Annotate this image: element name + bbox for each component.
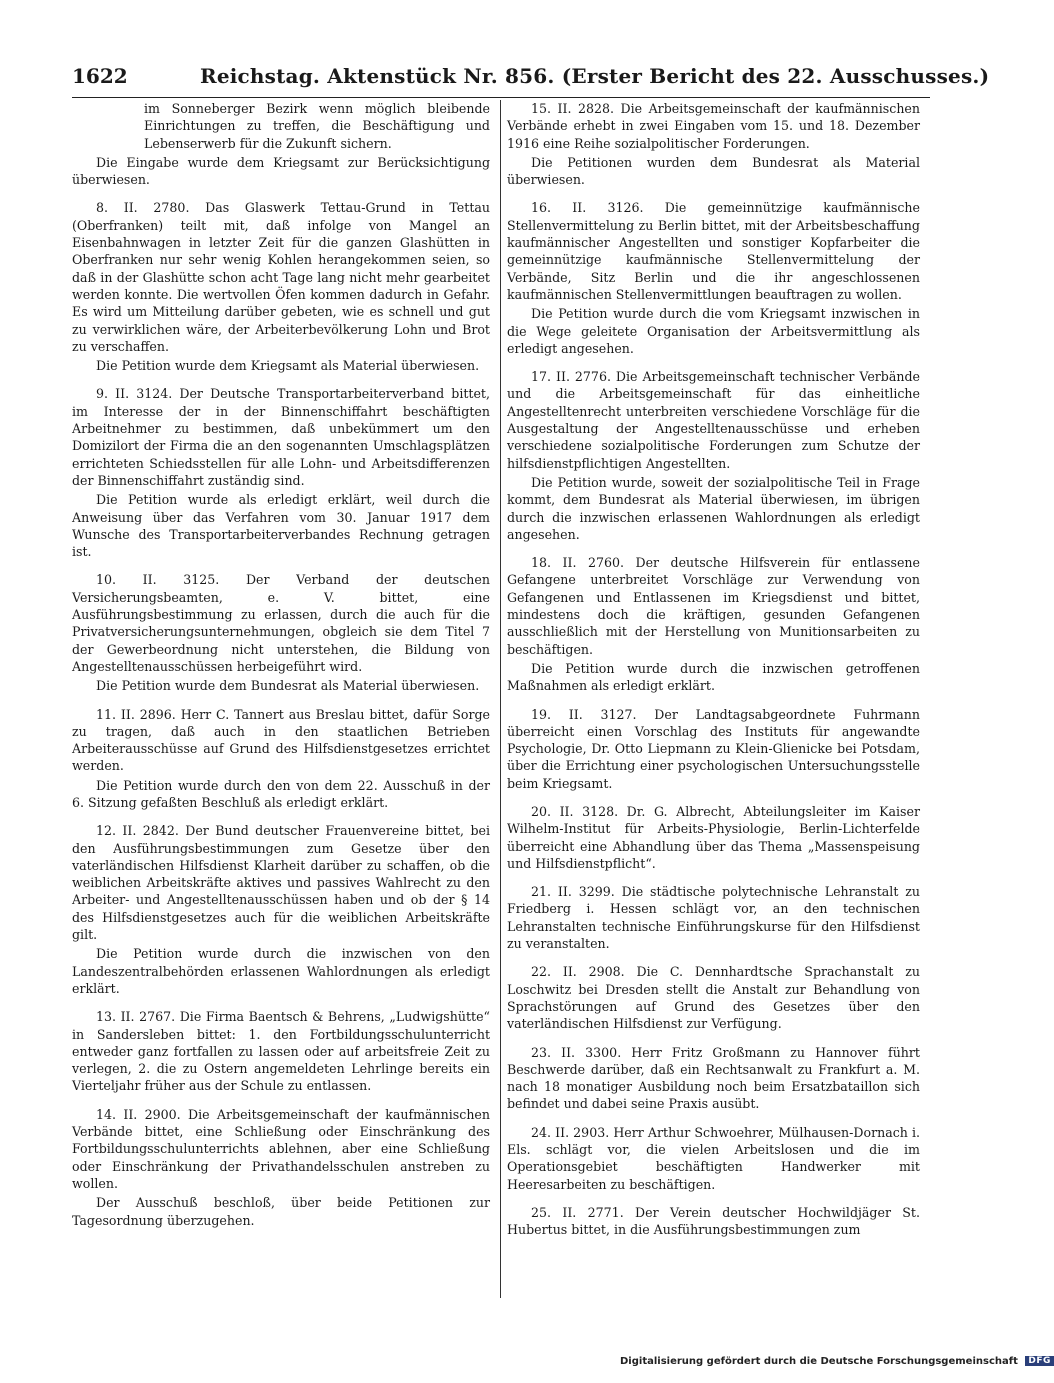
petition-entry: 15. II. 2828. Die Arbeitsgemeinschaft der kaufmännischen Verbände erhebt in zwei Eingaben vom 15. und 18. Dezember 1916 eine Reihe sozialpolitischer Forderungen. xyxy=(507,101,920,151)
left-column xyxy=(72,100,490,1231)
petition-entry: 14. II. 2900. Die Arbeitsgemeinschaft der kaufmännischen Verbände bittet, eine Schließung oder Einschränkung des Fortbildungsschulunterrichts ablehnen, aber eine Schließung oder Einschränkung der Privathandelsschulen anstreben zu wollen. xyxy=(72,1106,490,1191)
petition-entry: 17. II. 2776. Die Arbeitsgemeinschaft technischer Verbände und die Arbeitsgemeinschaft für das einheitliche Angestelltenrecht unterbreiten verschiedene Vorschläge für die Ausgestaltung der Angestelltenausschüsse und erheben verschiedene sozialpolitische Forderungen zum Schutze der hilfsdienstpflichtigen Angestellten. xyxy=(507,369,920,471)
petition-entry: 18. II. 2760. Der deutsche Hilfsverein für entlassene Gefangene unterbreitet Vorschläge zur Verwendung von Gefangenen und Entlassenen im Kriegsdienst und bittet, mindestens doch die kräftigen, gesunden Gefangenen ausschließlich mit der Herstellung von Munitionsarbeiten zu beschäftigen. xyxy=(507,555,920,657)
petition-entry: 8. II. 2780. Das Glaswerk Tettau-Grund in Tettau (Oberfranken) teilt mit, daß infolge von Mangel an Eisenbahnwagen in letzter Zeit für die ganzen Glashütten in Oberfranken nur sehr wenig Kohlen herangekommen seien, so daß in der Glashütte schon acht Tage lang nicht mehr gearbeitet werden konnte. Die wertvollen Öfen kommen dadurch in Gefahr. Es wird um Mitteilung darüber gebeten, wie es schnell und gut zu verwirklichen wäre, der Arbeiterbevölkerung Lohn und Brot zu verschaffen. xyxy=(72,200,490,354)
paragraph: Die Petition wurde als erledigt erklärt, weil durch die Anweisung über das Verfahren vom 30. Januar 1917 dem Wunsche des Transportarbeiterverbandes Rechnung getragen ist. xyxy=(72,492,490,560)
petition-entry: 13. II. 2767. Die Firma Baentsch & Behrens, „Ludwigshütte“ in Sandersleben bittet: 1. den Fortbildungsschulunterricht entweder ganz fortfallen zu lassen oder auf arbeitsfreie Zeit zu verlegen, 2. die zu Ostern angemeldeten Lehrlinge bereits ein Vierteljahr früher aus der Schule zu entlassen. xyxy=(72,1009,490,1094)
paragraph: Die Petition wurde durch die inzwischen von den Landeszentralbehörden erlassenen Wahlordnungen als erledigt erklärt. xyxy=(72,946,490,996)
petition-entry: 19. II. 3127. Der Landtagsabgeordnete Fuhrmann überreicht einen Vorschlag des Instituts für angewandte Psychologie, Dr. Otto Liepmann zu Klein-Glienicke bei Potsdam, über die Errichtung einer psychologischen Untersuchungsstelle beim Kriegsamt. xyxy=(507,706,920,791)
header-rule xyxy=(72,97,930,98)
paragraph: Die Petition wurde durch die vom Kriegsamt inzwischen in die Wege geleitete Organisation der Arbeitsvermittlung als erledigt angesehen. xyxy=(507,306,920,356)
petition-entry: 22. II. 2908. Die C. Dennhardtsche Sprachanstalt zu Loschwitz bei Dresden stellt die Anstalt zur Behandlung von Sprachstörungen auf Grund des Gesetzes über den vaterländischen Hilfsdienst zur Verfügung. xyxy=(507,964,920,1032)
petition-entry: 21. II. 3299. Die städtische polytechnische Lehranstalt zu Friedberg i. Hessen schlägt vor, an den technischen Lehranstalten technische Einführungskurse für den Hilfsdienst zu veranstalten. xyxy=(507,884,920,952)
right-column xyxy=(507,100,920,1241)
petition-entry: 12. II. 2842. Der Bund deutscher Frauenvereine bittet, bei den Ausführungsbestimmungen zum Gesetze über den vaterländischen Hilfsdienst Klarheit darüber zu schaffen, ob die weiblichen Arbeitskräfte aktives und passives Wahlrecht zu den Arbeiter- und Angestelltenausschüssen haben und ob der § 14 des Hilfsdienstgesetzes auch für die weiblichen Arbeitskräfte gilt. xyxy=(72,823,490,943)
paragraph: Der Ausschuß beschloß, über beide Petitionen zur Tagesordnung überzugehen. xyxy=(72,1195,490,1228)
petition-entry: 9. II. 3124. Der Deutsche Transportarbeiterverband bittet, im Interesse der in der Binnenschiffahrt beschäftigten Arbeitnehmer zu bestimmen, daß unbekümmert um den Domizilort der Firma die an den sogenannten Umschlagsplätzen errichteten Schiedsstellen für alle Lohn- und Arbeitsdifferenzen der Binnenschiffahrt zuständig sind. xyxy=(72,386,490,488)
paragraph: Die Petition wurde durch die inzwischen getroffenen Maßnahmen als erledigt erklärt. xyxy=(507,660,920,694)
petition-entry: 20. II. 3128. Dr. G. Albrecht, Abteilungsleiter im Kaiser Wilhelm-Institut für Arbeits-Physiologie, Berlin-Lichterfelde überreicht eine Abhandlung über das Thema „Massenspeisung und Hilfsdienstpflicht“. xyxy=(507,803,920,871)
paragraph: Die Petition wurde, soweit der sozialpolitische Teil in Frage kommt, dem Bundesrat als Material überwiesen, im übrigen durch die inzwischen erlassenen Wahlordnungen als erledigt angesehen. xyxy=(507,474,920,542)
page-header xyxy=(72,58,990,96)
petition-entry: 25. II. 2771. Der Verein deutscher Hochwildjäger St. Hubertus bittet, in die Ausführungsbestimmungen zum xyxy=(507,1204,920,1238)
petition-entry: 23. II. 3300. Herr Fritz Großmann zu Hannover führt Beschwerde darüber, daß ein Rechtsanwalt zu Frankfurt a. M. nach 18 monatiger Ausbildung noch beim Ersatzbataillon sich befindet und dabei seine Praxis ausübt. xyxy=(507,1044,920,1112)
paragraph: im Sonneberger Bezirk wenn möglich bleibende Einrichtungen zu treffen, die Beschäftigung und Lebenserwerb für die Zukunft sichern. xyxy=(144,101,490,151)
paragraph: Die Eingabe wurde dem Kriegsamt zur Berücksichtigung überwiesen. xyxy=(72,154,490,188)
page-number: 1622 xyxy=(72,64,128,88)
petition-entry: 10. II. 3125. Der Verband der deutschen Versicherungsbeamten, e. V. bittet, eine Ausführungsbestimmung zu erlassen, durch die auch für die Privatversicherungsunternehmungen, obgleich sie dem Titel 7 der Gewerbeordnung nicht unterstehen, die Bildung von Angestelltenausschüssen herbeigeführt wird. xyxy=(72,572,490,674)
column-divider xyxy=(500,100,501,1298)
credit-text: Digitalisierung gefördert durch die Deutsche Forschungsgemeinschaft xyxy=(620,1356,1018,1367)
petition-entry: 16. II. 3126. Die gemeinnützige kaufmännische Stellenvermittelung zu Berlin bittet, mit der Arbeitsbeschaffung kaufmännischer Angestellten und sonstiger Kopfarbeiter die gemeinnützige kaufmännische Stellenvermittelung der Verbände, Sitz Berlin und die ihr angeschlossenen kaufmännischen Stellenvermittlungen beauftragen zu wollen. xyxy=(507,200,920,302)
paragraph: Die Petitionen wurden dem Bundesrat als Material überwiesen. xyxy=(507,154,920,188)
paragraph: Die Petition wurde dem Kriegsamt als Material überwiesen. xyxy=(96,358,480,374)
dfg-logo-icon: DFG xyxy=(1025,1356,1054,1366)
page-title: Reichstag. Aktenstück Nr. 856. (Erster Bericht des 22. Ausschusses.) xyxy=(200,64,990,88)
paragraph: Die Petition wurde durch den von dem 22. Ausschuß in der 6. Sitzung gefaßten Beschluß als erledigt erklärt. xyxy=(72,777,490,810)
petition-entry: 24. II. 2903. Herr Arthur Schwoehrer, Mülhausen-Dornach i. Els. schlägt vor, die vielen Arbeitslosen und die im Operationsgebiet beschäftigten Handwerker mit Heeresarbeiten zu beschäftigen. xyxy=(507,1124,920,1192)
paragraph: Die Petition wurde dem Bundesrat als Material überwiesen. xyxy=(96,678,480,694)
petition-entry: 11. II. 2896. Herr C. Tannert aus Breslau bittet, dafür Sorge zu tragen, daß auch in den staatlichen Betrieben Arbeiterausschüsse auf Grund des Hilfsdienstgesetzes errichtet werden. xyxy=(72,706,490,774)
digitization-credit xyxy=(620,1356,1051,1367)
